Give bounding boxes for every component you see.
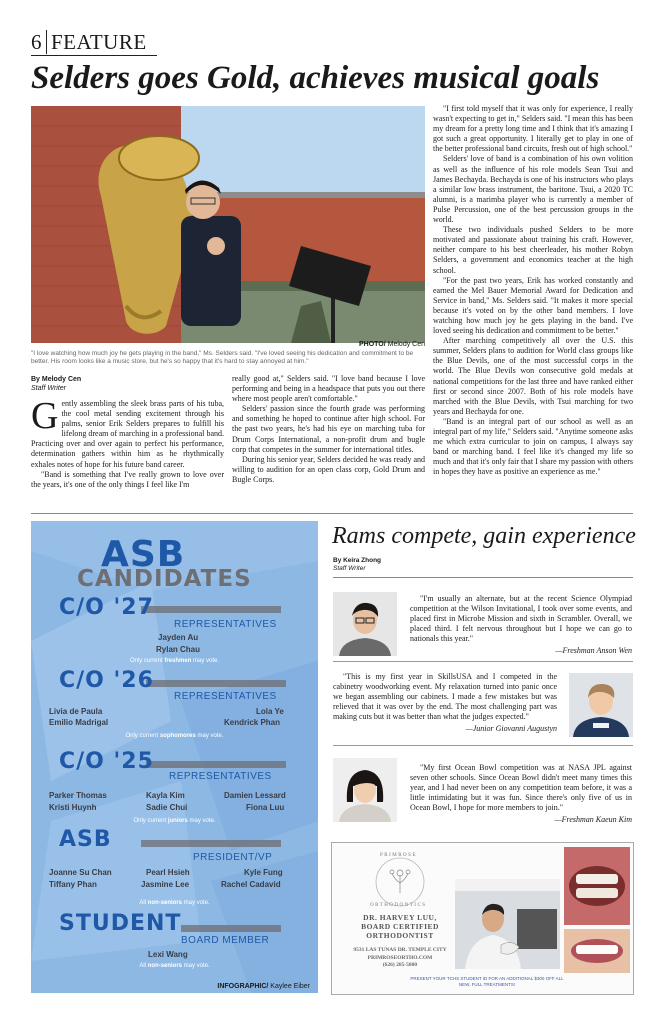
candidate-name: Rylan Chau — [156, 645, 201, 654]
section-name: FEATURE — [51, 30, 147, 54]
candidate-name: Kendrick Phan — [224, 718, 281, 727]
quote-separator — [333, 745, 633, 746]
candidate-name: Kayla Kim — [146, 791, 185, 800]
candidate-name: Lola Ye — [256, 707, 284, 716]
article-paragraph: Selders' love of band is a combination of his own volition as well as the influence of his role models Sean Tsui and James Bechayda. Bechayda is one of his instructors who plays a similar low brass instrument, the baritone. Tsui, a 2020 TC alumni, is a marimba player who is currently a member of Pulse Percussion, one of the best percussion groups in the world. — [433, 154, 633, 225]
article-column-3 — [433, 104, 633, 477]
portrait-giovanni-augustyn — [569, 673, 633, 737]
primrose-orthodontics-ad — [331, 842, 634, 995]
ad-promo: PRESENT YOUR TCHS STUDENT ID FOR AN ADDITIONAL $300 OFF ALL NEW, FULL TREATMENTS! — [410, 976, 564, 987]
article-paragraph: "Band is something that I've really grown to love over the years, it's one of the only things I feel like I'm — [31, 469, 224, 489]
candidate-name: Joanne Su Chan — [49, 868, 112, 877]
rams-rule — [333, 577, 633, 578]
candidate-name: Kristi Huynh — [49, 803, 97, 812]
asb-president-subheading: PRESIDENT/VP — [193, 852, 273, 863]
article-paragraph: After marching competitively all over the U.S. this summer, Selders plans to audition for World class groups like the Blue Devils, one of the most successful corps in the world. The Blue Devils won consecutive gold medals at national competitions for the last three and have ranked either first or second since 2007. Both of his role models have marched with the Blue Devils, with Tsui marching for two years and Bechayda for one. — [433, 336, 633, 416]
voting-note: Only current sophomores may vote. — [125, 733, 224, 739]
doctor-photo — [455, 879, 560, 969]
feature-photo — [31, 106, 425, 343]
candidate-name: Fiona Luu — [246, 803, 285, 812]
quote-giovanni-augustyn: "This is my first year in SkillsUSA and I competed in the cabinetry woodworking event. My relaxation turned into panic once we began assembling our cabinets. I made a few mistakes but was relieved that it was over by the end. The most challenging part was making cuts but it was better than what the judges expected." —Junior Giovanni Augustyn — [333, 672, 557, 734]
photo-caption: "I love watching how much joy he gets playing in the band," Ms. Selders said. "I've loved seeing his dedication and commitment to be better. His room looks like a music store, but he's so happy that it's hard to stay annoyed at him." — [31, 350, 414, 365]
class-2025-heading: C/O '25 — [59, 749, 154, 774]
section-header — [31, 30, 147, 55]
candidate-name: Parker Thomas — [49, 791, 107, 800]
article-paragraph: really good at," Selders said. "I love band because I love performing and being in a headspace that puts you out there where most people aren't comfortable." — [232, 374, 425, 404]
quote-anson-wen: "I'm usually an alternate, but at the recent Science Olympiad competition at the Wilson Invitational, I took over some events, and placed first in Microbe Mission and sixth in Scrambler. Overall, we placed third. I felt nervous throughout but I hope we can go to nationals this year." —Freshman Anson Wen — [410, 594, 632, 656]
teeth-photo-bottom — [564, 929, 630, 973]
voting-note: All non-seniors may vote. — [139, 900, 210, 906]
class-2026-subheading: REPRESENTATIVES — [174, 691, 277, 702]
student-board-subheading: BOARD MEMBER — [181, 935, 270, 946]
candidate-name: Sadie Chui — [146, 803, 188, 812]
class-2025-subheading: REPRESENTATIVES — [169, 771, 272, 782]
class-2026-heading: C/O '26 — [59, 668, 154, 693]
article-paragraph: Selders' passion since the fourth grade was performing and something he hoped to continue after high school. For the past two years, he's had his eye on marching tuba for Drum Corps International, a non-profit drum and bugle corp that competes in the summer for international titles. — [232, 404, 425, 454]
voting-note: Only current juniors may vote. — [133, 818, 216, 824]
doctor-name: DR. HARVEY LUU, BOARD CERTIFIED ORTHODONTIST — [361, 913, 439, 940]
feature-headline: Selders goes Gold, achieves musical goals — [31, 60, 600, 96]
teeth-photo-top — [564, 847, 630, 925]
student-board-heading: STUDENT — [59, 911, 182, 936]
portrait-kaeun-kim — [333, 758, 397, 822]
rams-headline: Rams compete, gain experience — [332, 523, 636, 549]
candidate-name: Lexi Wang — [148, 950, 188, 959]
class-2027-subheading: REPRESENTATIVES — [174, 619, 277, 630]
candidate-name: Jayden Au — [158, 633, 199, 642]
byline: By Melody Cen Staff Writer — [31, 376, 82, 392]
section-rule — [31, 55, 157, 56]
voting-note: Only current freshmen may vote. — [129, 658, 220, 664]
quote-separator — [333, 661, 633, 662]
asb-president-heading: ASB — [59, 827, 112, 852]
infographic-subtitle: CANDIDATES — [77, 566, 252, 592]
candidate-name: Kyle Fung — [244, 868, 283, 877]
drop-cap: G — [31, 395, 59, 437]
page-number: 6 — [31, 30, 47, 54]
quote-attribution: —Freshman Anson Wen — [555, 646, 632, 656]
article-paragraph: "I first told myself that it was only for experience, I really wasn't expecting to get in," Selders said. "I mean this has been my dream for a pretty long time and I think that it's amazing I got such a great opportunity. I literally get to play in one of the better professional band circuits, fresh out of high school." — [433, 104, 633, 154]
candidate-name: Tiffany Phan — [49, 880, 97, 889]
section-divider — [31, 513, 633, 514]
quote-attribution: —Junior Giovanni Augustyn — [465, 724, 557, 734]
candidate-name: Emilio Madrigal — [49, 718, 109, 727]
portrait-anson-wen — [333, 592, 397, 656]
heading-bar — [141, 840, 281, 847]
article-column-2 — [232, 374, 425, 485]
heading-bar — [146, 680, 286, 687]
candidate-name: Livia de Paula — [49, 707, 103, 716]
article-paragraph: These two individuals pushed Selders to be more motivated and passionate about training his craft. However, neither compare to his best cheerleader, his mother Robyn Selders, a government and economics teacher at the high school. — [433, 225, 633, 275]
candidate-name: Pearl Hsieh — [146, 868, 190, 877]
candidate-name: Damien Lessard — [224, 791, 286, 800]
voting-note: All non-seniors may vote. — [139, 963, 210, 969]
logo-text-bottom: ORTHODONTICS — [370, 903, 427, 908]
candidate-name: Rachel Cadavid — [221, 880, 281, 889]
heading-bar — [146, 761, 286, 768]
article-paragraph: "Band is an integral part of our school as well as an integral part of my life," Selders said. "Anytime someone asks me which extra curricular to join on campus, I always say band or marching band. I feel like it's changed my life so much and that it's only fair that I share my passion with others in hopes they have as positive an experience as me." — [433, 416, 633, 477]
logo-text-top: PRIMROSE — [380, 853, 418, 858]
infographic-title: ASB — [101, 534, 186, 575]
rams-byline: By Keira Zhong Staff Writer — [333, 557, 382, 572]
class-2027-heading: C/O '27 — [59, 595, 154, 620]
article-paragraph: "For the past two years, Erik has worked constantly and earned the Mel Bauer Memorial Award for Dedication and Service in band," Ms. Selders said. "It makes it more special because it's voted on by the other band members. I love watching how much joy he gets playing in the band. I've loved seeing his dedication and commitment to be better." — [433, 275, 633, 336]
article-column-1 — [31, 375, 224, 490]
heading-bar — [141, 606, 281, 613]
ad-contact: 9531 LAS TUNAS DR. TEMPLE CITY PRIMROSEORTHO.COM (626) 285-5800 — [353, 947, 447, 968]
heading-bar — [181, 925, 281, 932]
photo-credit: PHOTO/ Melody Cen — [358, 341, 425, 348]
article-paragraph: During his senior year, Selders decided he was ready and willing to audition for an open class corp, Gold Drum and Bugle Corps. — [232, 454, 425, 484]
quote-attribution: —Freshman Kaeun Kim — [554, 815, 632, 825]
quote-kaeun-kim: "My first Ocean Bowl competition was at NASA JPL against seven other schools. Since Ocean Bowl didn't meet many times this year, and I had never been on any competition team before, it was a little intimidating but it was fun. Since there's only five of us in Ocean Bowl, I hope for more members to join." —Freshman Kaeun Kim — [410, 763, 632, 825]
asb-candidates-infographic — [31, 521, 318, 993]
infographic-credit: INFOGRAPHIC/ Kaylee Eiber — [217, 983, 310, 990]
article-paragraph: Gently assembling the sleek brass parts of his tuba, the cool metal sending excitement through his palms, senior Erik Selders prepares to fulfill his lifelong dream of marching in a professional band. Practicing over and over again to perfect his performance, determination gathers within him as he rhythmically exhales notes of hope for his future band career. — [31, 395, 224, 469]
candidate-name: Jasmine Lee — [141, 880, 190, 889]
